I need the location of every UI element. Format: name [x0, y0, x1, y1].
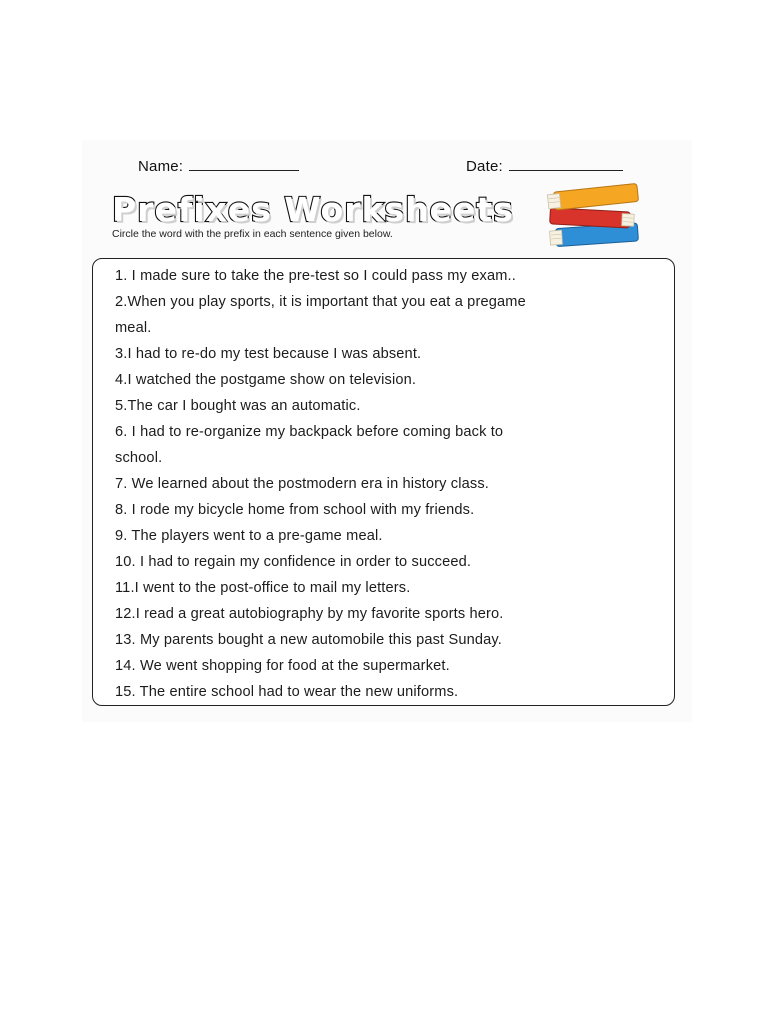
sentence-line: school. — [115, 450, 163, 466]
sentence-line: meal. — [115, 320, 152, 336]
sentence-list — [115, 263, 660, 705]
date-field — [466, 158, 623, 175]
sentence-line: 1. I made sure to take the pre-test so I could pass my exam.. — [115, 268, 516, 284]
sentence-line: 3.I had to re-do my test because I was absent. — [115, 346, 422, 362]
date-blank-line[interactable] — [509, 158, 623, 171]
sentence-line: 14. We went shopping for food at the supermarket. — [115, 658, 450, 674]
sentence-line: 15. The entire school had to wear the new uniforms. — [115, 684, 459, 700]
sentence-line: 13. My parents bought a new automobile this past Sunday. — [115, 632, 502, 648]
sentence-line: 6. I had to re-organize my backpack before coming back to — [115, 424, 504, 440]
name-label: Name: — [138, 158, 184, 175]
sentence-line: 2.When you play sports, it is important that you eat a pregame — [115, 294, 526, 310]
sentence-line: 10. I had to regain my confidence in order to succeed. — [115, 554, 472, 570]
sentence-line: 5.The car I bought was an automatic. — [115, 398, 361, 414]
instructions: Circle the word with the prefix in each sentence given below. — [112, 228, 393, 240]
sentence-line: 8. I rode my bicycle home from school with my friends. — [115, 502, 475, 518]
worksheet-title: Prefixes Worksheets — [112, 190, 514, 229]
sentence-line: 11.I went to the post-office to mail my letters. — [115, 580, 411, 596]
sentence-line: 9. The players went to a pre-game meal. — [115, 528, 383, 544]
sentence-line: 4.I watched the postgame show on television. — [115, 372, 417, 388]
orange-book — [547, 183, 638, 210]
worksheet — [82, 140, 692, 722]
sentence-line: 12.I read a great autobiography by my favorite sports hero. — [115, 606, 504, 622]
sentences-box — [92, 258, 675, 706]
stack-of-books-icon — [542, 180, 646, 250]
name-blank-line[interactable] — [189, 158, 299, 171]
red-book — [550, 208, 635, 228]
name-field — [138, 158, 299, 175]
date-label: Date: — [466, 158, 503, 175]
sentence-line: 7. We learned about the postmodern era in history class. — [115, 476, 489, 492]
